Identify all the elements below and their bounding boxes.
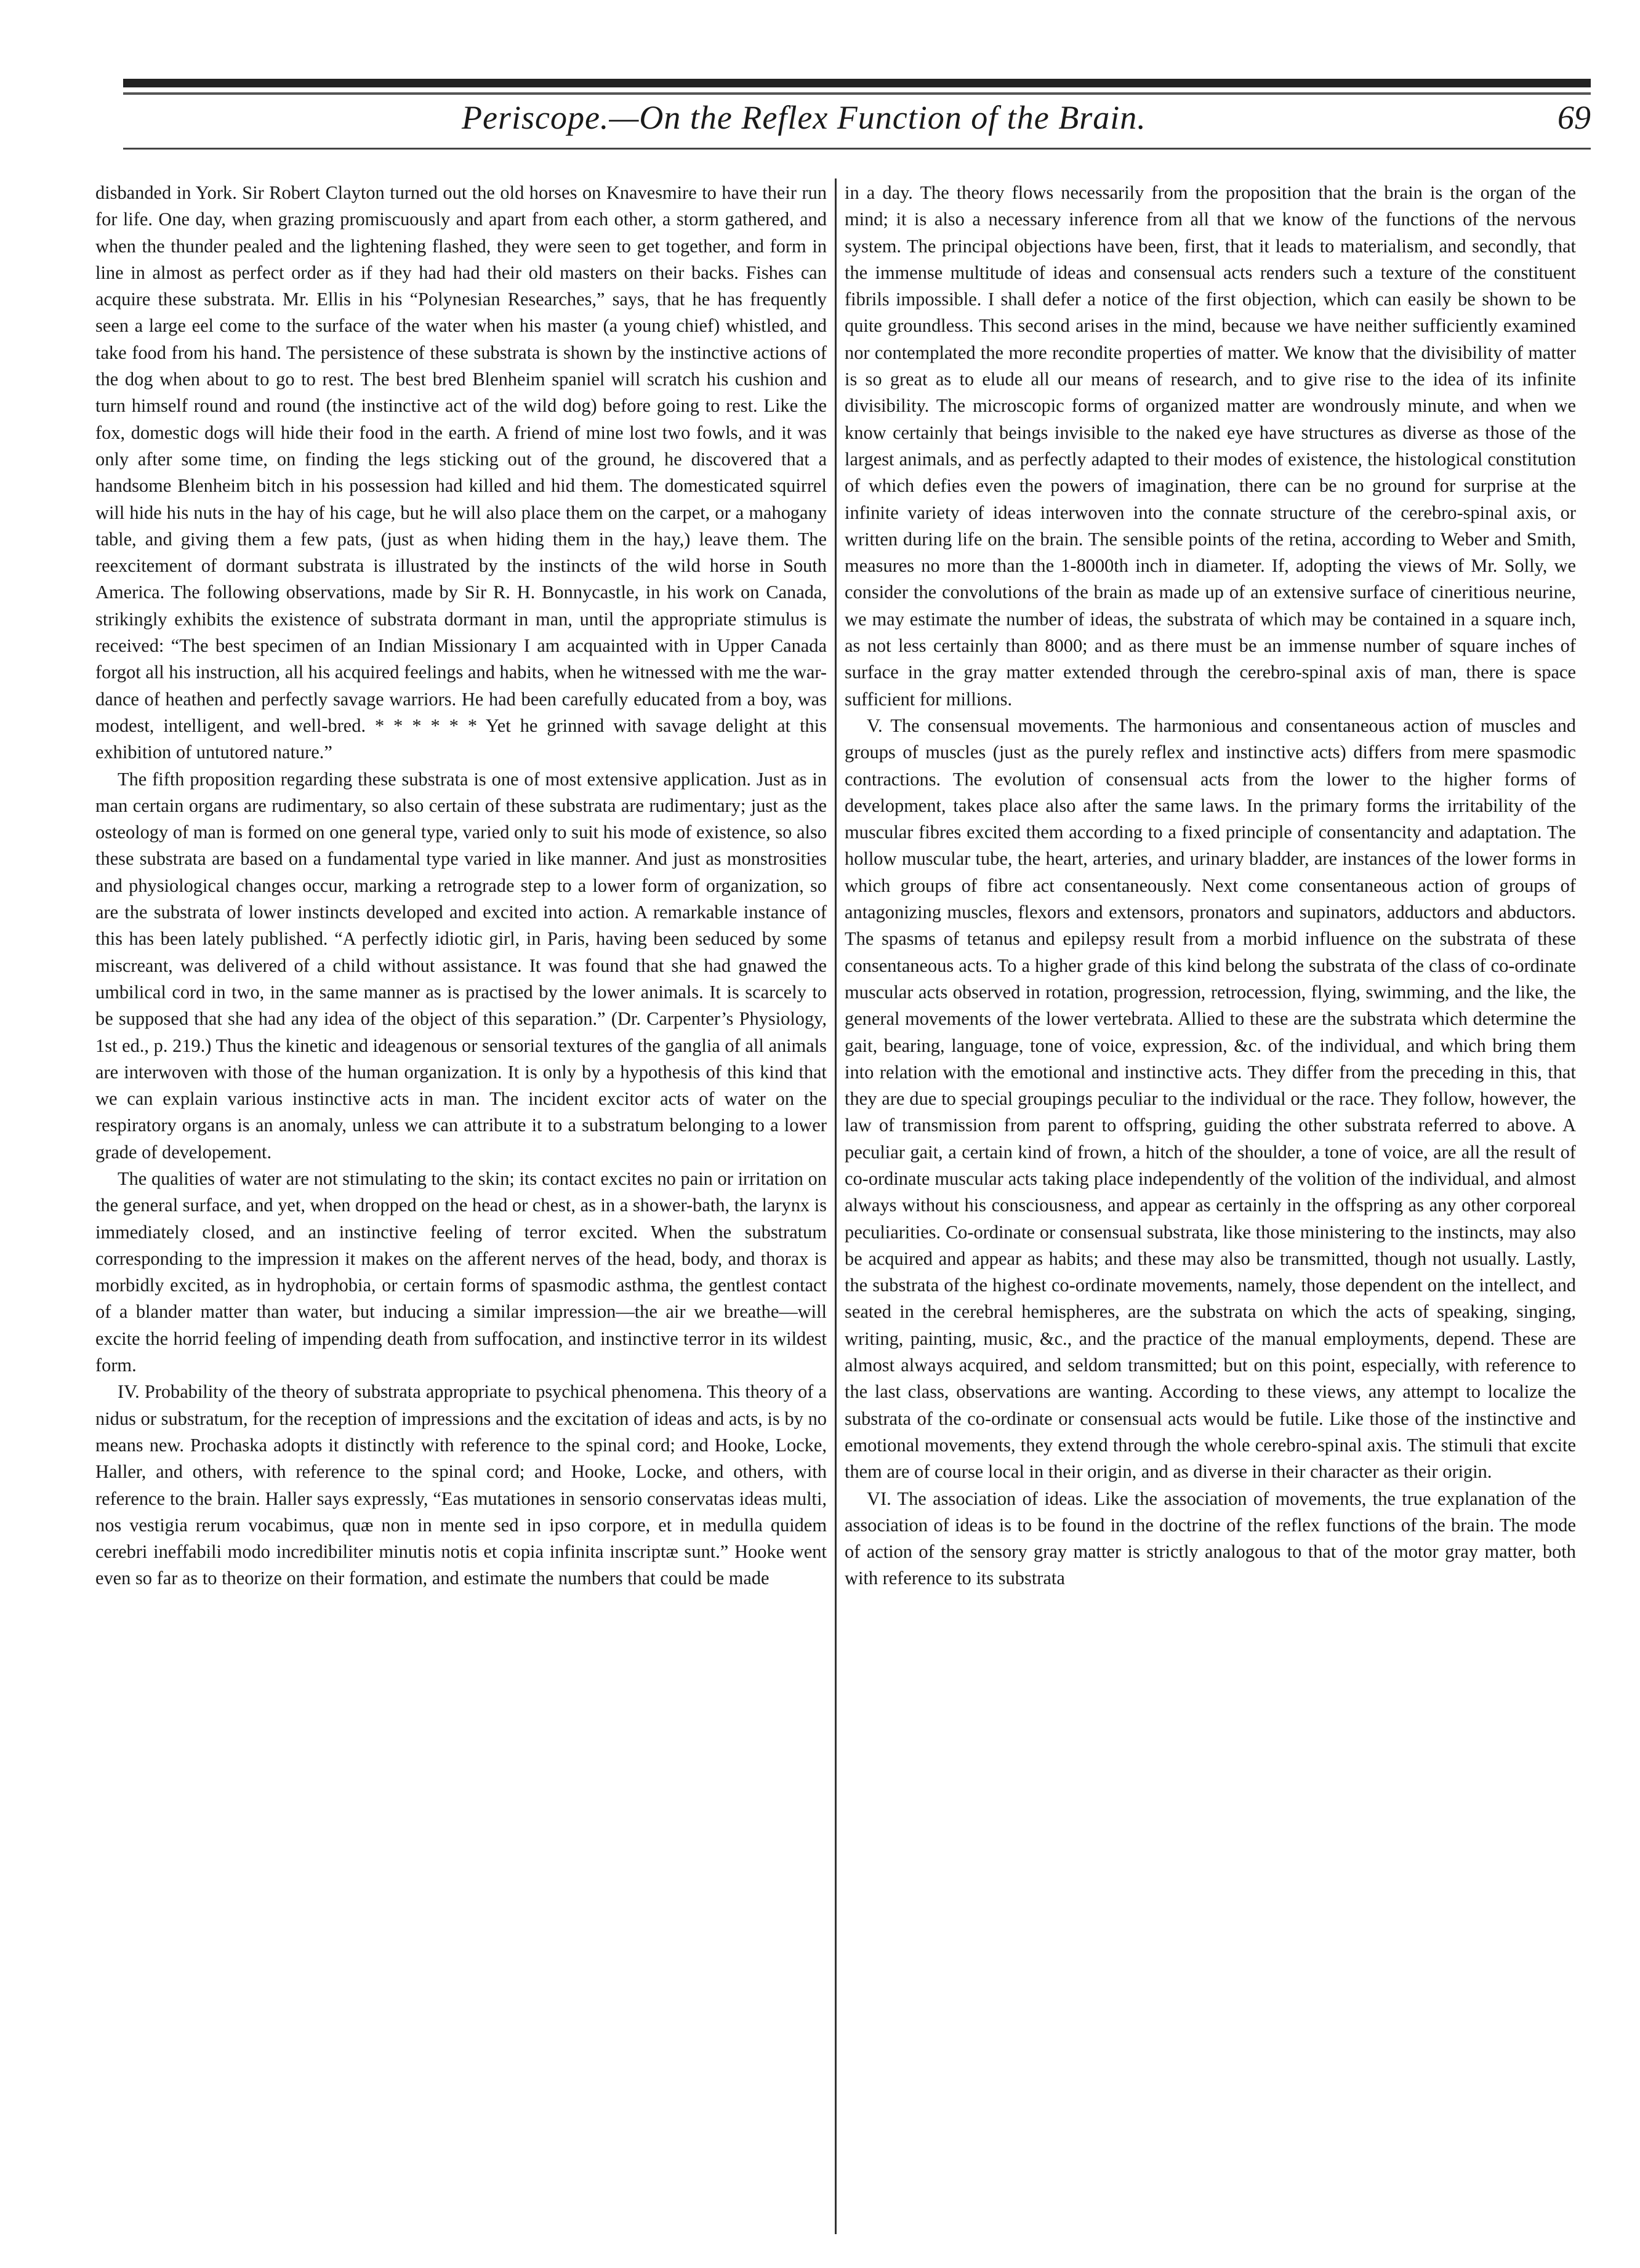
top-rule-thin	[123, 92, 1591, 95]
page-number: 69	[1558, 99, 1591, 136]
paragraph: in a day. The theory flows necessarily from the proposition that the brain is the organ of the mind; it is also a necessary inference from all that we know of the functions of the nervous system. The principal objections have been, first, that it leads to materialism, and secondly, that the immense multitude of ideas and consensual acts renders such a texture of the constituent fibrils impossible. I shall defer a notice of the first objection, which can easily be shown to be quite groundless. This second arises in the mind, because we have neither sufficiently examined nor contemplated the more recondite properties of matter. We know that the divisibility of matter is so great as to elude all our means of research, and to give rise to the idea of its infinite divisibility. The microscopic forms of organized matter are wondrously minute, and when we know certainly that beings invisible to the naked eye have structures as diverse as those of the largest animals, and as perfectly adapted to their modes of existence, the histological constitution of which defies even the powers of imagination, there can be no ground for surprise at the infinite variety of ideas interwoven into the connate structure of the cerebro-spinal axis, or written during life on the brain. The sensible points of the retina, according to Weber and Smith, measures no more than the 1-8000th inch in diameter. If, adopting the views of Mr. Solly, we consider the convolutions of the brain as made up of an extensive surface of cineritious neurine, we may estimate the number of ideas, the substrata of which may be contained in a square inch, as not less certainly than 8000; and as there must be an immense number of square inches of surface in the gray matter extended through the cerebro-spinal axis of man, there is space sufficient for millions.	[845, 182, 1576, 710]
top-rule	[123, 79, 1591, 87]
section-v-paragraph: V. The consensual movements. The harmonious and consentaneous action of muscles and groups of muscles (just as the purely reflex and instinctive acts) differs from mere spasmodic contractions. The evolution of consensual acts from the lower to the higher forms of development, takes place also after the same laws. In the primary forms the irritability of the muscular fibres excited them according to a fixed principle of consentancity and adaptation. The hollow muscular tube, the heart, arteries, and urinary bladder, are instances of the lower forms in which groups of fibre act consentaneously. Next come consentaneous action of groups of antagonizing muscles, flexors and extensors, pronators and supinators, adductors and abductors. The spasms of tetanus and epilepsy result from a morbid influence on the substrata of these consentaneous acts. To a higher grade of this kind belong the substrata of the class of co-ordinate muscular acts observed in rotation, progression, retrocession, flying, swimming, and the like, the general movements of the lower vertebrata. Allied to these are the substrata which determine the gait, bearing, language, tone of voice, expression, &c. of the individual, and which bring them into relation with the emotional and instinctive acts. They differ from the preceding in this, that they are due to special groupings peculiar to the individual or the race. They follow, however, the law of transmission from parent to offspring, guiding the other substrata referred to above. A peculiar gait, a certain kind of frown, a hitch of the shoulder, a tone of voice, are all the result of co-ordinate muscular acts taking place independently of the volition of the individual, and almost always without his consciousness, and appear as certainly in the offspring as any other corporeal peculiarities. Co-ordinate or consensual substrata, like those ministering to the instincts, may also be acquired and appear as habits; and these may also be transmitted, though not usually. Lastly, the substrata of the highest co-ordinate movements, namely, those dependent on the intellect, and seated in the cerebral hemispheres, are the substrata on which the acts of speaking, singing, writing, painting, music, &c., and the practice of the manual employments, depend. These are almost always acquired, and seldom transmitted; but on this point, especially, with reference to the last class, observations are wanting. According to these views, any attempt to localize the substrata of the co-ordinate or consensual acts would be futile. Like those of the instinctive and emotional movements, they extend through the whole cerebro-spinal axis. The stimuli that excite them are of course local in their origin, and as diverse in their character as their origin.	[845, 715, 1576, 1483]
paragraph: disbanded in York. Sir Robert Clayton turned out the old horses on Knavesmire to have their run for life. One day, when grazing promiscuously and apart from each other, a storm gathered, and when the thunder pealed and the lightening flashed, they were seen to get together, and form in line in almost as perfect order as if they had had their old masters on their backs. Fishes can acquire these substrata. Mr. Ellis in his “Polynesian Researches,” says, that he has frequently seen a large eel come to the surface of the water when his master (a young chief) whistled, and take food from his hand. The persistence of these substrata is shown by the instinctive actions of the dog when about to go to rest. The best bred Blenheim spaniel will scratch his cushion and turn himself round and round (the instinctive act of the wild dog) before going to rest. Like the fox, domestic dogs will hide their food in the earth. A friend of mine lost two fowls, and it was only after some time, on finding the legs sticking out of the ground, he discovered that a handsome Blenheim bitch in his possession had killed and hid them. The domesticated squirrel will hide his nuts in the hay of his cage, but he will also place them on the carpet, or a mahogany table, and giving them a few pats, (just as when hiding them in the hay,) leave them. The reexcitement of dormant substrata is illustrated by the instincts of the wild horse in South America. The following observations, made by Sir R. H. Bonnycastle, in his work on Canada, strikingly exhibits the existence of substrata dormant in man, until the appropriate stimulus is received: “The best specimen of an Indian Missionary I am acquainted with in Upper Canada forgot all his instruction, all his acquired feelings and habits, when he witnessed with me the war-dance of heathen and perfectly savage warriors. He had been carefully educated from a boy, was modest, intelligent, and well-bred. * * * * * * Yet he grinned with savage delight at this exhibition of untutored nature.”	[95, 182, 827, 763]
left-column	[95, 180, 827, 2235]
right-column	[845, 180, 1576, 2235]
header-rule	[123, 148, 1591, 150]
running-head	[123, 98, 1591, 148]
running-head-title: Periscope.—On the Reflex Function of the Brain.	[462, 99, 1146, 136]
paragraph: The fifth proposition regarding these substrata is one of most extensive application. Just as in man certain organs are rudimentary, so also certain of these substrata are rudimentary; just as the osteology of man is formed on one general type, varied only to suit his mode of existence, so also these substrata are based on a fundamental type varied in like manner. And just as monstrosities and physiological changes occur, marking a retrograde step to a lower form of organization, so are the substrata of lower instincts developed and excited into action. A remarkable instance of this has been lately published. “A perfectly idiotic girl, in Paris, having been seduced by some miscreant, was delivered of a child without assistance. It was found that she had gnawed the umbilical cord in two, in the same manner as is practised by the lower animals. It is scarcely to be supposed that she had any idea of the object of this separation.” (Dr. Carpenter’s Physiology, 1st ed., p. 219.) Thus the kinetic and ideagenous or sensorial textures of the ganglia of all animals are interwoven with those of the human organization. It is only by a hypothesis of this kind that we can explain various instinctive acts in man. The incident excitor acts of water on the respiratory organs is an anomaly, unless we can attribute it to a substratum belonging to a lower grade of developement.	[95, 768, 827, 1163]
column-divider	[835, 178, 837, 2234]
section-vi-paragraph: VI. The association of ideas. Like the association of movements, the true explanation of the association of ideas is to be found in the doctrine of the reflex functions of the brain. The mode of action of the sensory gray matter is strictly analogous to that of the motor gray matter, both with reference to its substrata	[845, 1488, 1576, 1589]
section-iv-paragraph: IV. Probability of the theory of substrata appropriate to psychical phenomena. This theory of a nidus or substratum, for the reception of impressions and the excitation of ideas and acts, is by no means new. Prochaska adopts it distinctly with reference to the spinal cord; and Hooke, Locke, Haller, and others, with reference to the spinal cord; and Hooke, Locke, and others, with reference to the brain. Haller says expressly, “Eas mutationes in sensorio conservatas ideas multi, nos vestigia rerum vocabimus, quæ non in mente sed in ipso corpore, et in medulla quidem cerebri ineffabili modo incredibiliter minutis notis et copia infinita inscriptæ sunt.” Hooke went even so far as to theorize on their formation, and estimate the numbers that could be made	[95, 1381, 827, 1589]
paragraph: The qualities of water are not stimulating to the skin; its contact excites no pain or irritation on the general surface, and yet, when dropped on the head or chest, as in a shower-bath, the larynx is immediately closed, and an instinctive feeling of terror excited. When the substratum corresponding to the impression it makes on the afferent nerves of the head, body, and thorax is morbidly excited, as in hydrophobia, or certain forms of spasmodic asthma, the gentlest contact of a blander matter than water, but inducing a similar impression—the air we breathe—will excite the horrid feeling of impending death from suffocation, and instinctive terror in its wildest form.	[95, 1168, 827, 1376]
